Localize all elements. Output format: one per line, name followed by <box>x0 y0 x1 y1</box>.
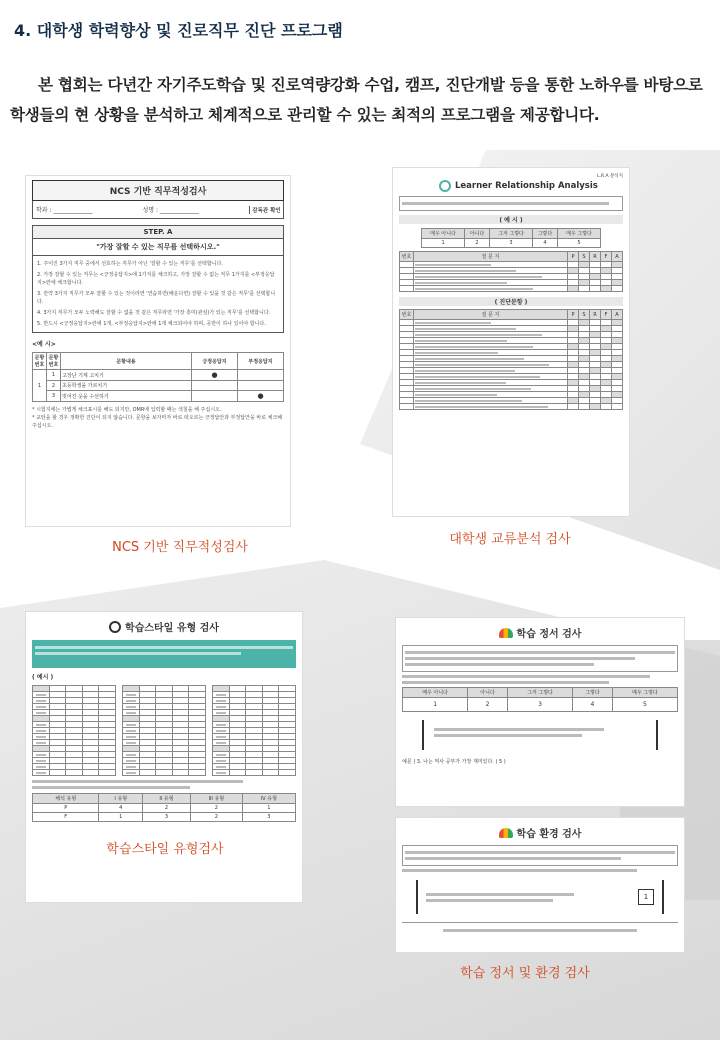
table-row <box>400 286 623 292</box>
style-heading: 학습스타일 유형 검사 <box>125 623 219 634</box>
col-header: P <box>568 310 579 320</box>
rule-2: 2. 가장 잘할 수 있는 직무는 <긍정응답지>에 1가지를 체크하고, 가장 잘할 수 없는 직무 1가지를 <부정응답지>란에 체크합니다. <box>37 272 275 286</box>
cell <box>99 770 116 776</box>
style-grid <box>122 685 206 776</box>
negative-cell: ● <box>238 391 284 402</box>
cell <box>590 286 601 292</box>
col-header: 부정응답지 <box>238 353 284 370</box>
cell <box>601 286 612 292</box>
negative-cell <box>238 381 284 391</box>
cell <box>612 286 623 292</box>
cell <box>568 404 579 410</box>
ncs-heading: NCS 기반 직무적성검사 <box>32 180 284 201</box>
emotion-logo-icon <box>499 628 513 638</box>
emotion-guide-lines <box>402 675 678 684</box>
cell <box>590 404 601 410</box>
section-title: 4. 대학생 학력향상 및 진로직무 진단 프로그램 <box>14 21 343 40</box>
emotion-example-line: 예문 ) 3. 나는 역사 공부가 가장 재미있다. ( 5 ) <box>402 759 506 765</box>
scale-number: 5 <box>612 698 677 712</box>
cell: 1 <box>99 813 143 822</box>
scale-label: 매우 그렇다 <box>612 688 677 698</box>
environment-logo-icon <box>499 828 513 838</box>
rule-3: 3. 만약 3가지 직무가 모두 잘할 수 있는 것이라면 '연습하면(배운다면) 잘할 수 있을 것 같은 직무'를 선택합니다. <box>37 291 276 305</box>
col-header: A <box>612 310 623 320</box>
col-header: 문항번호 <box>47 353 61 370</box>
col-header: 질 문 지 <box>414 310 568 320</box>
col-header: 번호 <box>400 252 414 262</box>
content-cell: 초등학생을 가르치기 <box>61 381 192 391</box>
table-row <box>33 804 296 813</box>
scale-number: 3 <box>490 239 532 248</box>
cell <box>279 770 296 776</box>
col-header: R <box>590 310 601 320</box>
cell <box>229 770 246 776</box>
style-grid <box>32 685 116 776</box>
lra-question-table <box>399 309 623 410</box>
lra-caption: 대학생 교류분석 검사 <box>449 532 571 547</box>
name-label: 성명 : _____________ <box>142 207 199 214</box>
col-header: F <box>601 310 612 320</box>
cell: 3 <box>143 813 191 822</box>
cell <box>262 770 279 776</box>
cell <box>568 286 579 292</box>
negative-cell <box>238 370 284 381</box>
lra-heading: Learner Relationship Analysis <box>455 181 598 191</box>
ncs-test-document <box>26 176 290 526</box>
style-grid <box>212 685 296 776</box>
style-intro-box <box>32 640 296 668</box>
cell: 1 <box>242 804 295 813</box>
intro-paragraph: 본 협회는 다년간 자기주도학습 및 진로역량강화 수업, 캠프, 진단개발 등을 통한 노하우를 바탕으로 학생들의 현 상황을 분석하고 체계적으로 관리할 수 있는 최적의 프로그램을 제공합니다. <box>10 76 703 124</box>
table-row <box>33 381 284 391</box>
scale-label: 그저 그렇다 <box>490 229 532 239</box>
emotion-caption: 학습 정서 및 환경 검사 <box>460 966 590 981</box>
scale-label: 아니다 <box>464 229 490 239</box>
positive-cell <box>192 391 238 402</box>
scale-number: 4 <box>573 698 613 712</box>
lra-logo-icon <box>439 180 451 192</box>
cell <box>139 770 156 776</box>
rule-1: 1. 주어진 3가지 직무 중에서 선호하는 직무가 아닌 '잘할 수 있는 직무'를 선택합니다. <box>37 261 223 267</box>
col-header: 번호 <box>400 310 414 320</box>
positive-cell <box>192 381 238 391</box>
col-header: II 유형 <box>143 794 191 804</box>
note-2: * 교탄을 할 경우 정확한 진단이 되지 않습니다. 문항을 보자마자 바로 떠오르는 긍정답안과 부정답안을 바로 체크해 주십시오. <box>32 415 283 429</box>
col-header: 긍정응답지 <box>192 353 238 370</box>
cell <box>49 770 66 776</box>
content-cell: 고장난 기계 고치기 <box>61 370 192 381</box>
ncs-example-table <box>32 352 284 402</box>
table-row <box>33 370 284 381</box>
cell <box>66 770 83 776</box>
environment-document <box>396 818 684 952</box>
lra-intro-lines <box>399 196 623 211</box>
step-instruction: "가장 잘할 수 있는 직무를 선택하시오." <box>96 243 220 251</box>
cell <box>400 404 414 410</box>
style-summary-table <box>32 793 296 822</box>
cell <box>414 404 568 410</box>
cell: 2 <box>143 804 191 813</box>
col-header: 해석 유형 <box>33 794 99 804</box>
col-header: 문항내용 <box>61 353 192 370</box>
lra-example-label: ( 예 시 ) <box>399 215 623 224</box>
scale-label: 매우 그렇다 <box>558 229 600 239</box>
rule-5: 5. 반드시 <긍정응답지>란에 1개, <부정응답지>란에 1개 체크되어야 하며, 공란이 하나 있어야 합니다. <box>37 321 266 327</box>
col-header: S <box>579 310 590 320</box>
no-cell: 1 <box>47 370 61 381</box>
environment-guide-lines <box>402 869 678 872</box>
group-cell: 1 <box>33 370 47 402</box>
content-cell: 빗어진 옷을 수선하기 <box>61 391 192 402</box>
environment-footer-lines <box>402 922 678 932</box>
cell: 3 <box>242 813 295 822</box>
scale-number: 3 <box>507 698 572 712</box>
environment-example-bracket <box>416 880 664 914</box>
note-1: * 시험지에는 가볍게 체크표시를 해도 되지만, OMR에 입력할 때는 색칠을 해 주십시오. <box>32 407 222 413</box>
cell <box>82 770 99 776</box>
cell: 2 <box>190 813 242 822</box>
cell <box>579 404 590 410</box>
col-header: R <box>590 252 601 262</box>
scale-label: 아니다 <box>468 688 508 698</box>
learning-style-document <box>26 612 302 902</box>
scale-label: 그렇다 <box>573 688 613 698</box>
col-header: I 유형 <box>99 794 143 804</box>
cell <box>414 286 568 292</box>
col-header: III 유형 <box>190 794 242 804</box>
table-row <box>33 813 296 822</box>
scale-label: 그렇다 <box>532 229 558 239</box>
cell <box>189 770 206 776</box>
style-notes-lines <box>32 780 296 789</box>
cell <box>579 286 590 292</box>
table-row <box>33 391 284 402</box>
scale-number: 1 <box>422 239 464 248</box>
cell <box>172 770 189 776</box>
cell <box>123 770 140 776</box>
step-label: STEP. A <box>33 226 283 239</box>
scale-number: 2 <box>464 239 490 248</box>
scale-number: 1 <box>403 698 468 712</box>
scale-label: 매우 아니다 <box>422 229 464 239</box>
table-row <box>400 404 623 410</box>
col-header: F <box>601 252 612 262</box>
cell: P <box>33 804 99 813</box>
ncs-caption: NCS 기반 직무적성검사 <box>112 540 248 555</box>
cell: F <box>33 813 99 822</box>
environment-example-lines <box>426 890 638 905</box>
cell <box>612 404 623 410</box>
dept-label: 학과 : _____________ <box>36 207 93 214</box>
scale-number: 5 <box>558 239 600 248</box>
cell <box>601 404 612 410</box>
col-header: P <box>568 252 579 262</box>
col-header: 질 문 지 <box>414 252 568 262</box>
cell <box>246 770 263 776</box>
style-caption: 학습스타일 유형검사 <box>106 842 224 857</box>
col-header: IV 유형 <box>242 794 295 804</box>
col-header: S <box>579 252 590 262</box>
scale-number: 4 <box>532 239 558 248</box>
cell <box>156 770 173 776</box>
example-label: <예 시> <box>32 341 56 348</box>
emotion-intro-lines <box>402 645 678 672</box>
lra-scale-table <box>421 228 600 248</box>
lra-section2-label: ( 진단문항 ) <box>399 297 623 306</box>
supervisor-label: 감독관 확인 <box>249 206 283 214</box>
col-header: A <box>612 252 623 262</box>
positive-cell: ● <box>192 370 238 381</box>
emotion-example-bracket <box>422 720 658 750</box>
cell <box>213 770 230 776</box>
cell: 2 <box>190 804 242 813</box>
lra-example-table <box>399 251 623 292</box>
scale-number: 2 <box>468 698 508 712</box>
environment-answer-box: 1 <box>638 889 654 905</box>
environment-intro-lines <box>402 845 678 866</box>
emotion-heading: 학습 정서 검사 <box>516 629 582 640</box>
scale-label: 매우 아니다 <box>403 688 468 698</box>
cell <box>400 286 414 292</box>
rule-4: 4. 3가지 직무가 모두 노력해도 잘할 수 없을 것 같은 직무라면 '가장 흥미(관심)가 있는 직무'를 선택합니다. <box>37 310 271 316</box>
no-cell: 2 <box>47 381 61 391</box>
lra-corner-label: L.R.A 분석지 <box>597 174 623 179</box>
no-cell: 3 <box>47 391 61 402</box>
cell: 4 <box>99 804 143 813</box>
lra-document <box>393 168 629 516</box>
style-example-label: ( 예시 ) <box>32 674 54 681</box>
emotion-document <box>396 618 684 806</box>
col-header: 문항번호 <box>33 353 47 370</box>
scale-label: 그저 그렇다 <box>507 688 572 698</box>
cell <box>33 770 50 776</box>
style-logo-icon <box>109 621 121 633</box>
emotion-scale-table <box>402 687 678 712</box>
environment-heading: 학습 환경 검사 <box>516 829 582 840</box>
